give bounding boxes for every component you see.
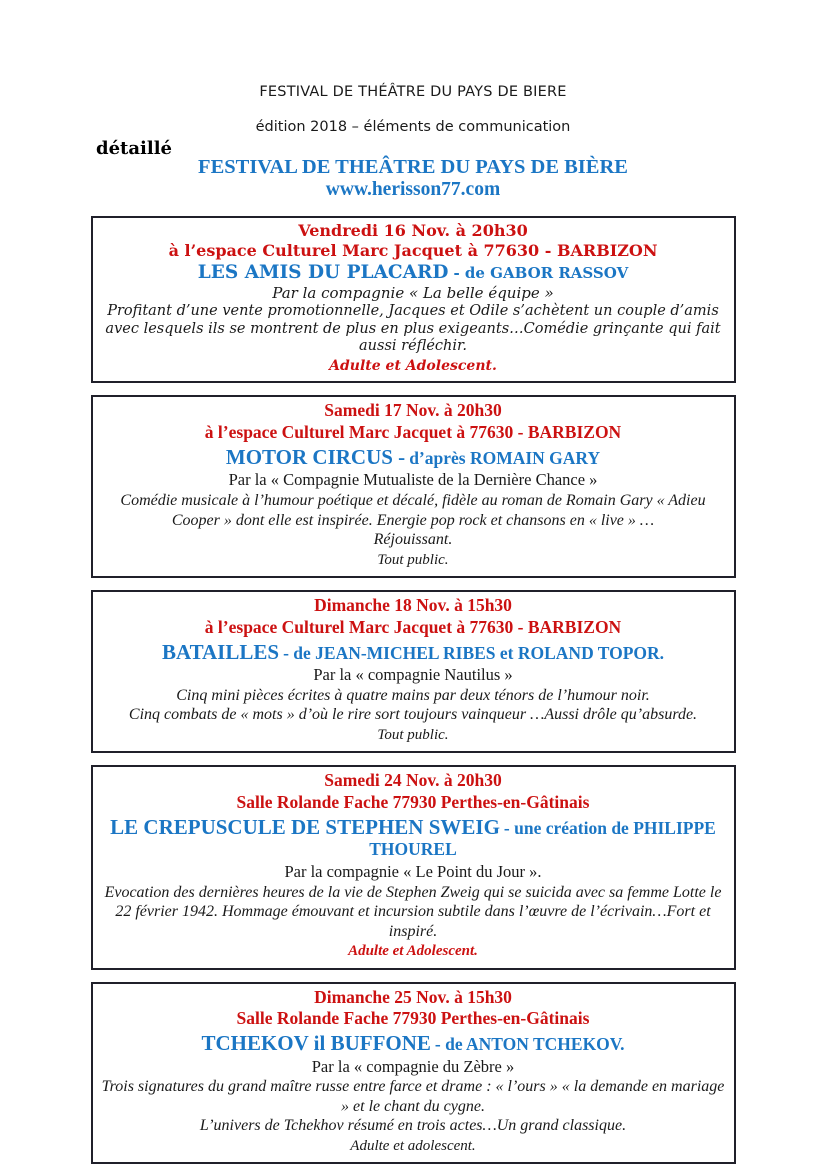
event-author: - de ANTON TCHEKOV. bbox=[434, 1034, 625, 1055]
event-box bbox=[91, 982, 736, 1165]
event-description-line: Evocation des dernières heures de la vie de Stephen Zweig qui se suicida avec sa femme Lotte le 22 février 1942. Hommage émouvant et incursion subtile dans l’œuvre de l’écrivain…Fort et inspiré. bbox=[104, 883, 722, 940]
event-description-line: Profitant d’une vente promotionnelle, Jacques et Odile s’achètent un couple d’amis avec lesquels ils se montrent de plus en plus exigeants…Comédie grinçante qui fait aussi réfléchir. bbox=[105, 302, 721, 355]
document-title: FESTIVAL DE THÉÂTRE DU PAYS DE BIERE bbox=[259, 84, 567, 100]
event-box bbox=[91, 216, 736, 383]
festival-title: FESTIVAL DE THEÂTRE DU PAYS DE BIÈRE bbox=[198, 156, 628, 178]
event-description-line: L’univers de Tchekhov résumé en trois actes…Un grand classique. bbox=[199, 1117, 627, 1135]
event-company: Par la compagnie « Le Point du Jour ». bbox=[284, 861, 542, 881]
event-author: d’après ROMAIN GARY bbox=[409, 447, 601, 468]
event-company: Par la « Compagnie Mutualiste de la Dernière Chance » bbox=[228, 470, 598, 490]
event-date: Samedi 17 Nov. à 20h30 bbox=[324, 400, 502, 421]
event-description-line: Réjouissant. bbox=[373, 531, 453, 549]
event-description bbox=[102, 1077, 725, 1136]
event-description-line: Cinq combats de « mots » d’où le rire sort toujours vainqueur …Aussi drôle qu’absurde. bbox=[128, 706, 698, 724]
event-description-line: Comédie musicale à l’humour poétique et décalé, fidèle au roman de Romain Gary « Adieu Cooper » dont elle est inspirée. Energie pop rock et chansons en « live » … bbox=[120, 492, 706, 529]
event-author: - une création de PHILIPPE THOUREL bbox=[369, 818, 716, 860]
event-author: - de JEAN-MICHEL RIBES et ROLAND TOPOR. bbox=[283, 642, 665, 663]
event-description-line: Trois signatures du grand maître russe entre farce et drame : « l’ours » « la demande en mariage » et le chant du cygne. bbox=[101, 1078, 725, 1115]
event-audience: Adulte et Adolescent. bbox=[329, 358, 497, 375]
event-description bbox=[102, 883, 725, 942]
event-venue: Salle Rolande Fache 77930 Perthes-en-Gâtinais bbox=[236, 1008, 590, 1029]
event-box bbox=[91, 765, 736, 969]
event-company: Par la « compagnie Nautilus » bbox=[313, 665, 513, 685]
event-venue: à l’espace Culturel Marc Jacquet à 77630 - BARBIZON bbox=[168, 240, 658, 260]
event-date: Vendredi 16 Nov. à 20h30 bbox=[298, 220, 528, 240]
event-author: - de GABOR RASSOV bbox=[453, 263, 629, 282]
event-description bbox=[102, 686, 725, 725]
event-date: Dimanche 18 Nov. à 15h30 bbox=[314, 595, 512, 616]
event-description bbox=[102, 303, 725, 356]
website-link[interactable]: www.herisson77.com bbox=[325, 178, 501, 200]
event-box bbox=[91, 395, 736, 578]
event-audience: Adulte et adolescent. bbox=[350, 1137, 476, 1154]
event-title: MOTOR CIRCUS - bbox=[225, 444, 406, 469]
event-date: Samedi 24 Nov. à 20h30 bbox=[324, 770, 502, 791]
event-title-line bbox=[102, 640, 725, 664]
event-audience: Tout public. bbox=[377, 551, 449, 568]
event-venue: à l’espace Culturel Marc Jacquet à 77630 - BARBIZON bbox=[204, 422, 622, 443]
event-title-line bbox=[102, 445, 725, 469]
event-venue: Salle Rolande Fache 77930 Perthes-en-Gâtinais bbox=[236, 792, 590, 813]
event-title: LE CREPUSCULE DE STEPHEN SWEIG bbox=[110, 815, 500, 840]
event-venue: à l’espace Culturel Marc Jacquet à 77630 - BARBIZON bbox=[204, 616, 622, 637]
event-list bbox=[0, 216, 826, 1164]
document-subtitle: édition 2018 – éléments de communication bbox=[255, 119, 571, 135]
event-audience: Adulte et Adolescent. bbox=[348, 943, 478, 960]
event-audience: Tout public. bbox=[377, 726, 449, 743]
detail-label: détaillé bbox=[96, 138, 172, 159]
event-company: Par la compagnie « La belle équipe » bbox=[272, 284, 554, 303]
event-title: BATAILLES bbox=[161, 639, 280, 664]
event-title-line bbox=[102, 815, 725, 861]
event-box bbox=[91, 590, 736, 753]
website-line bbox=[0, 179, 826, 201]
event-title-line bbox=[102, 262, 725, 283]
event-date: Dimanche 25 Nov. à 15h30 bbox=[314, 986, 512, 1007]
event-title: LES AMIS DU PLACARD bbox=[197, 261, 449, 283]
event-title-line bbox=[102, 1031, 725, 1055]
event-description-line: Cinq mini pièces écrites à quatre mains par deux ténors de l’humour noir. bbox=[176, 686, 650, 704]
event-description bbox=[102, 491, 725, 550]
event-title: TCHEKOV il BUFFONE bbox=[201, 1031, 431, 1056]
event-company: Par la « compagnie du Zèbre » bbox=[311, 1056, 515, 1076]
